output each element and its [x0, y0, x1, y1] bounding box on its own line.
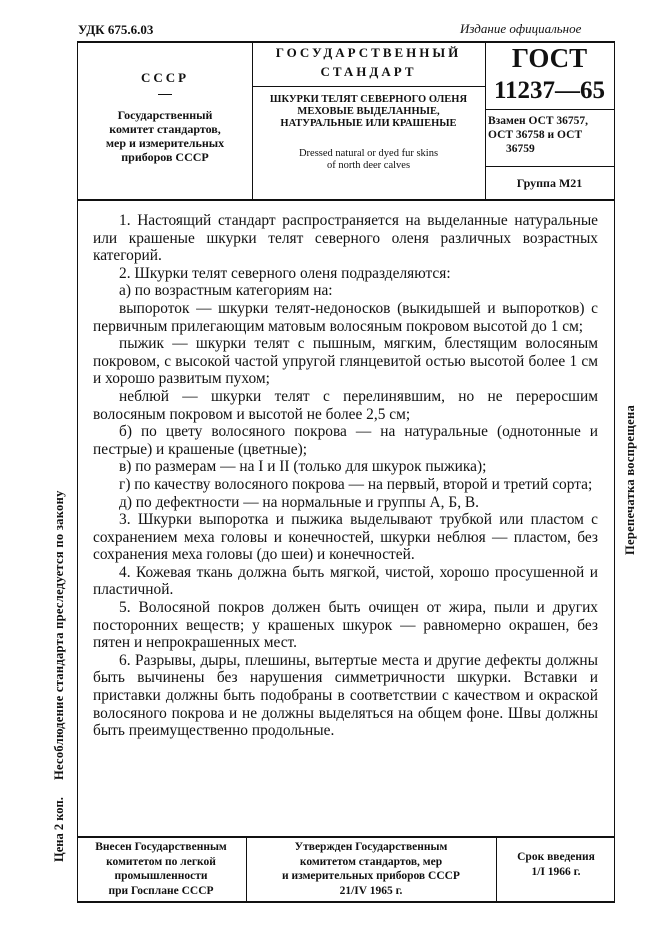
body-paragraph: 3. Шкурки выпоротка и пыжика выделывают трубкой или пластом с сохранением меха головы и конечностей, шкурки неблюя — пластом, без сохранения меха головы (до шеи) и конечностей.	[93, 511, 598, 564]
side-reprint-notice: Перепечатка воспрещена	[623, 404, 637, 555]
committee-line: мер и измерительных	[105, 136, 225, 150]
gost-divider-2	[485, 166, 614, 167]
udk-code: УДК 675.6.03	[78, 22, 154, 37]
english-title-line: Dressed natural or dyed fur skins	[298, 148, 439, 159]
replaces-line: Взамен ОСТ 36757,	[488, 115, 589, 127]
replaces-line: ОСТ 36758 и ОСТ	[488, 129, 583, 141]
body-paragraph: г) по качеству волосяного покрова — на первый, второй и третий сорта;	[119, 475, 593, 493]
english-title	[252, 148, 485, 172]
title-line: НАТУРАЛЬНЫЕ ИЛИ КРАШЕНЫЕ	[280, 118, 457, 129]
effective-line: Срок введения	[517, 851, 595, 863]
body-paragraph: 4. Кожевая ткань должна быть мягкой, чистой, хорошо просушенной и пластичной.	[93, 563, 598, 599]
committee-label	[78, 108, 252, 164]
gost-number-block	[485, 42, 614, 200]
gost-divider-1	[485, 109, 614, 110]
ussr-committee-block	[78, 42, 252, 200]
approved-line: и измерительных приборов СССР	[282, 870, 460, 882]
document-title	[252, 94, 485, 130]
edition-label: Издание официальное	[460, 21, 582, 36]
approved-line: комитетом стандартов, мер	[299, 855, 443, 868]
body-paragraph: 6. Разрывы, дыры, плешины, вытертые места и другие дефекты должны быть вычинены без нарушения симметричности шкурки. Вставки и приставки должны быть подобраны в соответствии с качеством и окраской волосяного покрова и не должны выделяться на общем фоне. Швы должны быть преимущественно продольные.	[93, 651, 598, 740]
dash-divider	[158, 94, 172, 95]
body-paragraph: 2. Шкурки телят северного оленя подразделяются:	[119, 264, 451, 282]
standard-label: СТАНДАРТ	[320, 64, 417, 79]
committee-line: приборов СССР	[121, 150, 209, 164]
introduced-line: при Госплане СССР	[108, 884, 214, 897]
body-paragraph: пыжик — шкурки телят с пышным, мягким, блестящим волосяным покровом, с высокой частой упругой глянцевитой остью высотой более 1 см и хорошо развитым пухом;	[93, 335, 598, 388]
state-label: ГОСУДАРСТВЕННЫЙ	[275, 45, 462, 60]
introduced-line: Внесен Государственным	[95, 841, 227, 853]
body-paragraph: выпороток — шкурки телят-недоносков (выкидышей и выпоротков) с первичным прилегающим матовым волосяным покровом высотой до 1 см;	[93, 299, 598, 335]
approved-line: 21/IV 1965 г.	[339, 884, 403, 897]
approved-by	[248, 840, 494, 898]
introduced-line: комитетом по легкой	[106, 855, 216, 868]
standard-title-block	[252, 42, 485, 200]
committee-line: комитет стандартов,	[109, 122, 221, 136]
country-label: СССР	[140, 70, 190, 85]
body-paragraph: 5. Волосяной покров должен быть очищен от жира, пыли и других посторонних веществ; у крашеных шкурок — равномерно окрашен, без пятен и непрокрашенных мест.	[93, 599, 598, 652]
approved-line: Утвержден Государственным	[294, 841, 448, 853]
replaces-line: 36759	[506, 143, 535, 155]
title-divider	[252, 86, 485, 87]
body-paragraph: в) по размерам — на I и II (только для шкурок пыжика);	[119, 458, 487, 476]
body-paragraph: а) по возрастным категориям на:	[119, 282, 333, 300]
body-paragraph: б) по цвету волосяного покрова — на натуральные (однотонные и пестрые) и крашеные (цветные);	[93, 423, 598, 458]
standard-body	[93, 212, 598, 740]
body-paragraph: 1. Настоящий стандарт распространяется на выделанные натуральные или крашеные шкурки телят северного оленя различных возрастных категорий.	[93, 212, 598, 265]
effective-date	[498, 850, 614, 879]
frame-right	[614, 41, 615, 903]
side-legal-notice: Несоблюдение стандарта преследуется по закону	[52, 490, 66, 780]
footer-block	[78, 836, 614, 902]
english-title-line: of north deer calves	[326, 160, 411, 171]
title-line: МЕХОВЫЕ ВЫДЕЛАННЫЕ,	[297, 106, 440, 117]
title-line: ШКУРКИ ТЕЛЯТ СЕВЕРНОГО ОЛЕНЯ	[269, 94, 468, 105]
side-price: Цена 2 коп.	[52, 797, 66, 862]
committee-line: Государственный	[117, 108, 213, 122]
replaces-note	[488, 114, 612, 156]
group-label: Группа М21	[516, 176, 583, 190]
gost-number: 11237—65	[493, 77, 606, 104]
introduced-line: промышленности	[114, 870, 208, 882]
effective-line: 1/I 1966 г.	[531, 865, 581, 878]
body-paragraph: д) по дефектности — на нормальные и группы А, Б, В.	[119, 493, 479, 511]
body-paragraph: неблюй — шкурки телят с перелинявшим, но не переросшим волосяным покровом и высотой не более 2,5 см;	[93, 387, 598, 423]
gost-label: ГОСТ	[511, 43, 588, 73]
introduced-by	[78, 840, 244, 898]
